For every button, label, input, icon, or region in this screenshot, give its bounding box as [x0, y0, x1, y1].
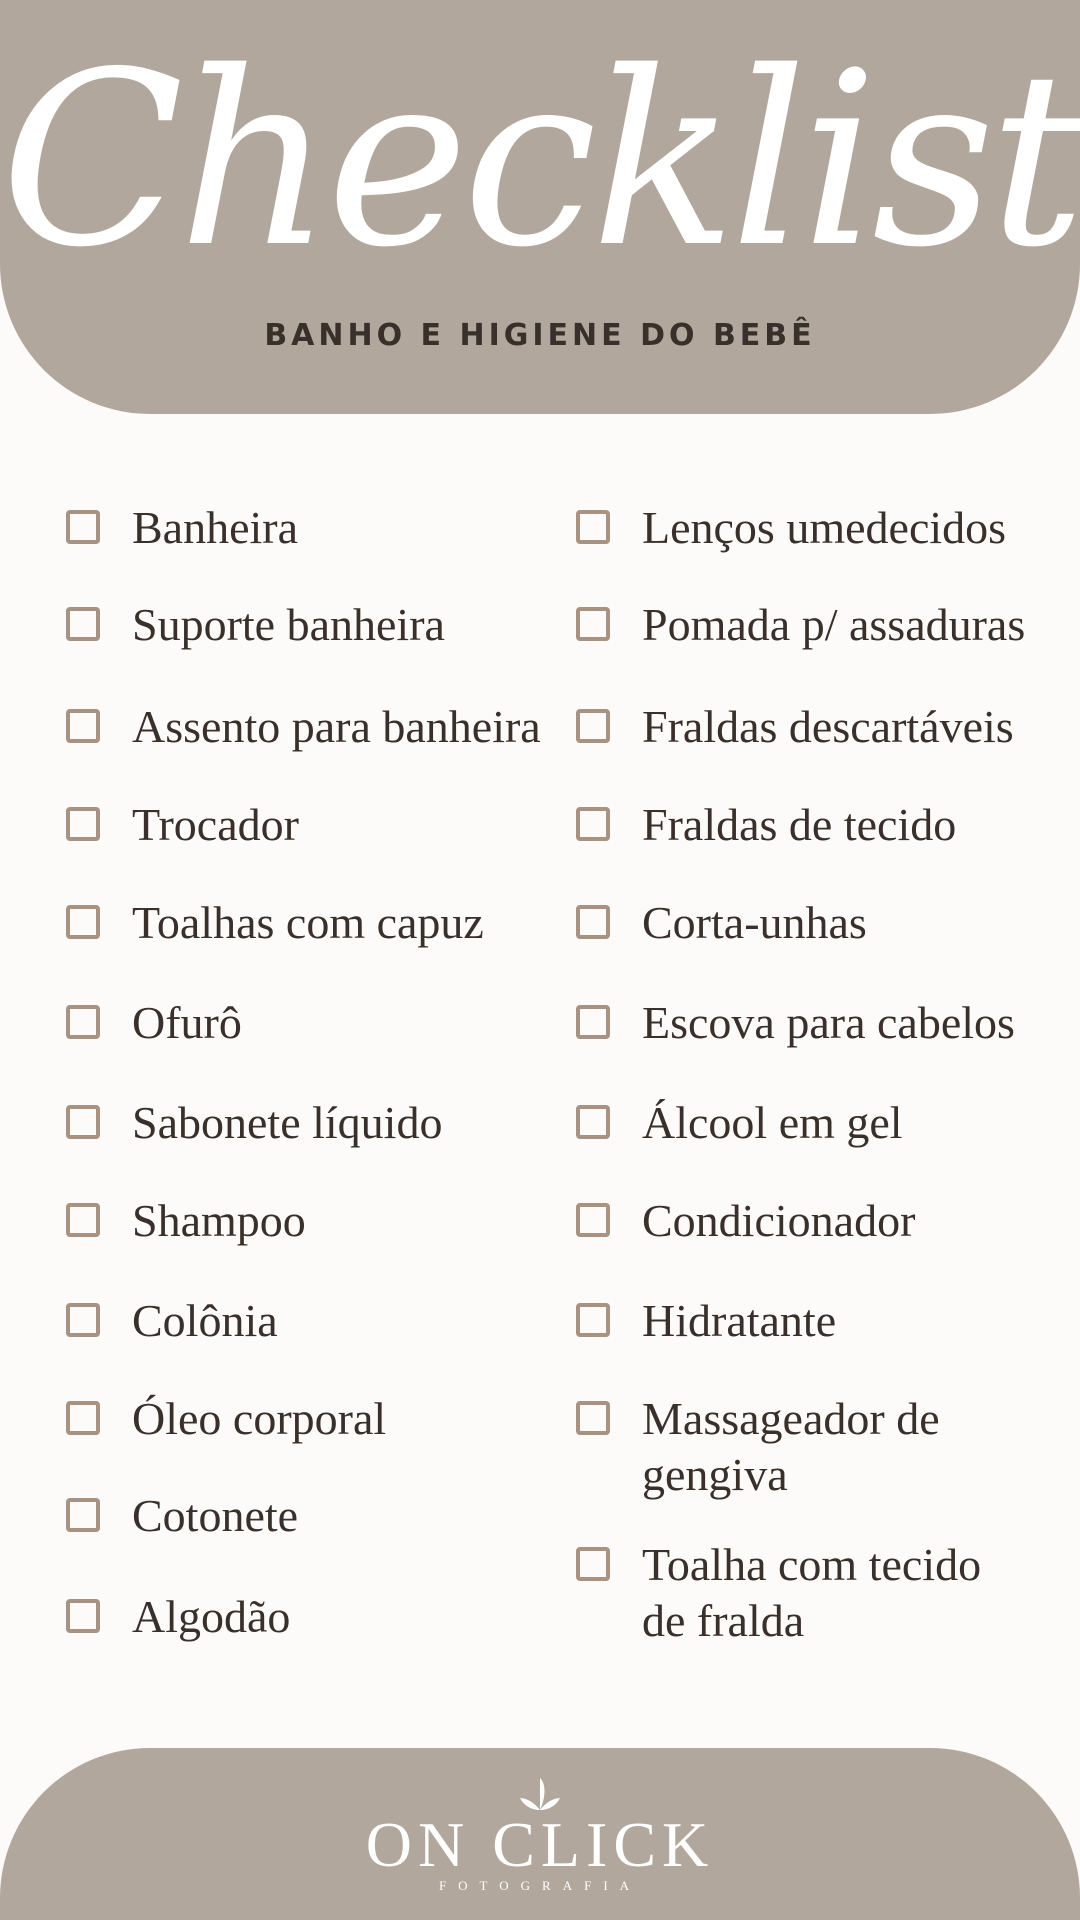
checkbox[interactable]: [66, 1203, 100, 1237]
checkbox[interactable]: [576, 1203, 610, 1237]
checkbox[interactable]: [66, 1498, 100, 1532]
checkbox[interactable]: [66, 510, 100, 544]
checkbox[interactable]: [66, 1105, 100, 1139]
checklist-item-label: Condicionador: [642, 1195, 916, 1246]
checklist-item-label: Colônia: [132, 1295, 278, 1346]
checklist-item-label: Banheira: [132, 502, 299, 553]
checkbox[interactable]: [576, 807, 610, 841]
brand-logo-name: ON CLICK: [365, 1809, 715, 1880]
leaf-icon: [518, 1774, 562, 1814]
checklist-item-label: Lenços umedecidos: [642, 502, 1007, 553]
checkbox[interactable]: [576, 1547, 610, 1581]
checklist-item-label: de fralda: [642, 1595, 805, 1646]
checkbox[interactable]: [576, 905, 610, 939]
page-subtitle: BANHO E HIGIENE DO BEBÊ: [264, 318, 816, 353]
checkbox[interactable]: [576, 709, 610, 743]
checklist-item-label: Trocador: [132, 799, 299, 850]
checklist-item-label: Toalhas com capuz: [132, 897, 484, 948]
checkbox[interactable]: [66, 1005, 100, 1039]
checklist-item-label: Sabonete líquido: [132, 1097, 443, 1148]
checkbox[interactable]: [576, 607, 610, 641]
checklist-item-label: Suporte banheira: [132, 599, 445, 650]
footer-band: [0, 1748, 1080, 1920]
checkbox[interactable]: [576, 1401, 610, 1435]
checklist-item-label: Hidratante: [642, 1295, 837, 1346]
checklist-item-label: Toalha com tecido: [642, 1539, 982, 1590]
checklist-item-label: Fraldas de tecido: [642, 799, 957, 850]
checklist-item-label: Álcool em gel: [642, 1097, 903, 1148]
checklist-item-label: Ofurô: [132, 997, 242, 1048]
checklist-item-label: Corta-unhas: [642, 897, 867, 948]
checkbox[interactable]: [66, 1303, 100, 1337]
checkbox[interactable]: [576, 1005, 610, 1039]
checkbox[interactable]: [66, 807, 100, 841]
brand-logo-subtitle: FOTOGRAFIA: [438, 1878, 642, 1893]
checkbox[interactable]: [576, 1105, 610, 1139]
checkbox[interactable]: [66, 1401, 100, 1435]
checklist-item-label: gengiva: [642, 1449, 788, 1500]
checklist-item-label: Assento para banheira: [132, 701, 541, 752]
checklist-item-label: Pomada p/ assaduras: [642, 599, 1026, 650]
checklist-item-label: Óleo corporal: [132, 1393, 387, 1444]
checklist-item-label: Escova para cabelos: [642, 997, 1015, 1048]
checklist-item-label: Algodão: [132, 1591, 291, 1642]
checkbox[interactable]: [66, 709, 100, 743]
header-band: [0, 0, 1080, 414]
checkbox[interactable]: [66, 905, 100, 939]
checklist-item-label: Shampoo: [132, 1195, 306, 1246]
checkbox[interactable]: [66, 1599, 100, 1633]
checklist-item-label: Fraldas descartáveis: [642, 701, 1014, 752]
page-title: Checklist: [0, 20, 1080, 300]
checklist-item-label: Massageador de: [642, 1393, 940, 1444]
checklist-item-label: Cotonete: [132, 1490, 299, 1541]
checkbox[interactable]: [576, 1303, 610, 1337]
checkbox[interactable]: [66, 607, 100, 641]
checkbox[interactable]: [576, 510, 610, 544]
